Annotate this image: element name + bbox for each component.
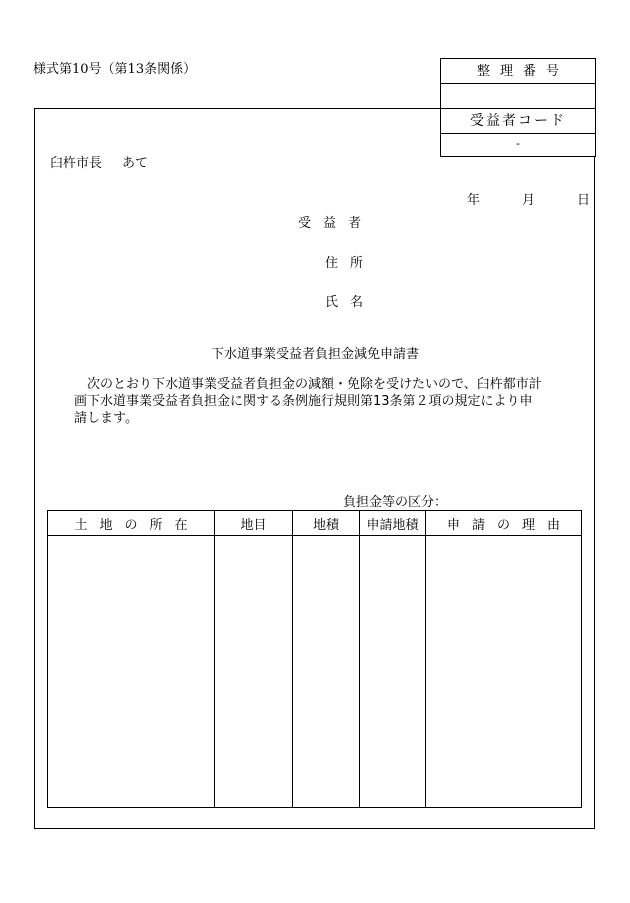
cell-area[interactable]	[293, 536, 360, 808]
form-number: 様式第10号（第13条関係）	[33, 62, 197, 77]
body-paragraph: 次のとおり下水道事業受益者負担金の減額・免除を受けたいので、臼杵都市計画下水道事業受益者負担金に関する条例施行規則第13条第２項の規定により申請します。	[74, 377, 542, 426]
table-header-row	[48, 511, 582, 536]
address-label: 住所	[325, 256, 376, 271]
date-day: 日	[577, 193, 591, 208]
cell-location[interactable]	[48, 536, 215, 808]
beneficiary-label: 受益者	[298, 216, 374, 231]
addressee-name: 臼杵市長	[50, 156, 103, 171]
juekisha-code-label: 受益者コード	[441, 109, 595, 134]
column-header-location: 土地の所在	[48, 511, 215, 536]
column-header-land-category: 地目	[215, 511, 293, 536]
seiri-bangou-label: 整理番号	[441, 59, 595, 84]
date-month: 月	[522, 193, 536, 208]
document-title: 下水道事業受益者負担金減免申請書	[210, 347, 419, 362]
table-row	[48, 536, 582, 808]
seiri-bangou-field[interactable]	[441, 84, 595, 109]
code-box	[440, 58, 596, 157]
body-text	[74, 376, 544, 427]
land-table	[47, 510, 582, 808]
cell-land-category[interactable]	[215, 536, 293, 808]
date-line	[467, 189, 590, 208]
column-header-reason: 申請の理由	[426, 511, 582, 536]
juekisha-code-field[interactable]: -	[516, 137, 520, 150]
column-header-area: 地積	[293, 511, 360, 536]
addressee	[50, 152, 148, 171]
column-header-applied-area: 申請地積	[360, 511, 426, 536]
date-year: 年	[467, 193, 481, 208]
name-label: 氏名	[325, 295, 376, 310]
category-label: 負担金等の区分：	[343, 495, 448, 510]
cell-applied-area[interactable]	[360, 536, 426, 808]
addressee-suffix: あて	[122, 156, 149, 171]
cell-reason[interactable]	[426, 536, 582, 808]
